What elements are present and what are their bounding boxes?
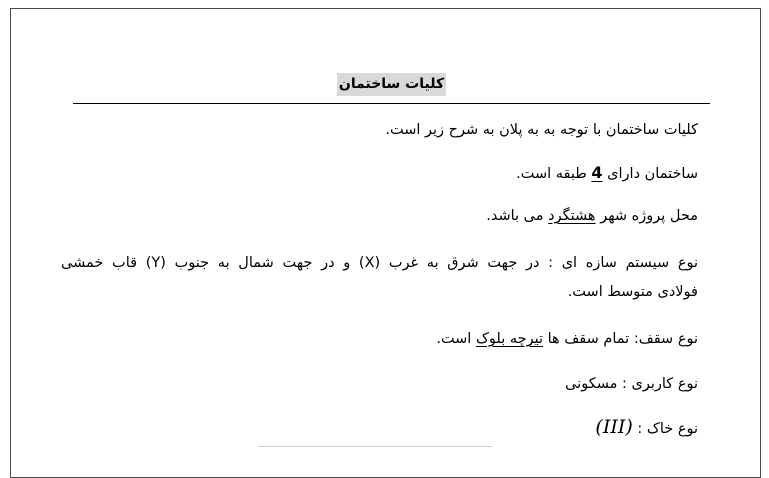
- section-heading-bar: [73, 73, 710, 104]
- location-paragraph: [61, 202, 698, 231]
- structural-line-1: نوع سیستم سازه ای : در جهت شرق به غرب (X) و در جهت شمال به جنوب (Y) قاب خمشی: [61, 255, 698, 271]
- floors-paragraph: [61, 158, 698, 189]
- document-page: [10, 8, 761, 478]
- section-heading: کلیات ساختمان: [337, 73, 446, 96]
- floors-text-after: طبقه است.: [516, 166, 592, 182]
- soil-type: (III): [595, 416, 633, 438]
- floors-count: 4: [591, 163, 603, 182]
- location-text-before: محل پروژه شهر: [595, 208, 698, 224]
- structural-system-paragraph: [61, 249, 698, 307]
- intro-paragraph: کلیات ساختمان با توجه به به پلان به شرح زیر است.: [385, 122, 698, 138]
- roof-type: تیرچه بلوک: [475, 331, 544, 347]
- soil-paragraph: [61, 413, 698, 444]
- bottom-divider: [258, 446, 492, 447]
- roof-text-after: است.: [436, 331, 476, 347]
- city-name: هشتگرد: [548, 208, 596, 224]
- structural-line-2: فولادی متوسط است.: [567, 284, 698, 300]
- location-text-after: می باشد.: [486, 208, 549, 224]
- roof-text-before: نوع سقف: تمام سقف ها: [543, 331, 698, 347]
- floors-text-before: ساختمان دارای: [602, 166, 698, 182]
- usage-paragraph: نوع کاربری : مسکونی: [565, 376, 698, 392]
- roof-paragraph: [61, 325, 698, 354]
- soil-label: نوع خاک :: [632, 421, 698, 437]
